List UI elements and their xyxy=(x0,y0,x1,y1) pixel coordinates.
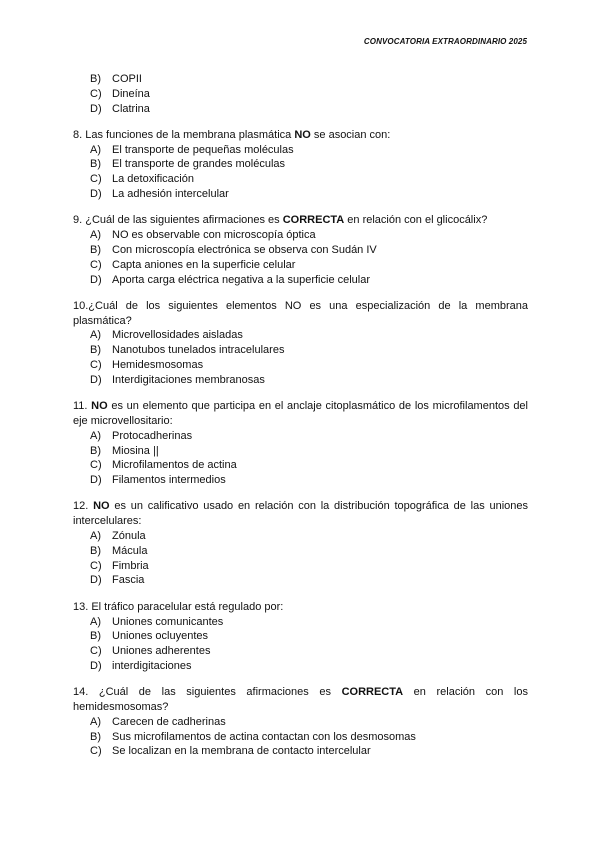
question-q8 xyxy=(73,128,528,202)
answer-option xyxy=(73,615,528,630)
stem-emphasis: CORRECTA xyxy=(341,686,404,699)
stem-text: es un calificativo usado en relación con la distribución topográfica de las uniones intercelulares: xyxy=(73,500,528,528)
option-letter: B) xyxy=(90,730,101,743)
option-text: Hemidesmosomas xyxy=(112,359,204,372)
answer-option xyxy=(73,328,528,343)
answer-option xyxy=(73,444,528,459)
option-list xyxy=(73,328,528,387)
question-stem xyxy=(73,399,528,429)
option-list xyxy=(73,529,528,588)
option-letter: C) xyxy=(90,745,102,758)
option-letter: B) xyxy=(90,544,101,557)
option-letter: B) xyxy=(90,444,101,457)
option-list xyxy=(73,715,528,759)
option-text: Con microscopía electrónica se observa con Sudán IV xyxy=(112,243,377,256)
stem-emphasis: NO xyxy=(294,128,311,141)
option-text: Nanotubos tunelados intracelulares xyxy=(112,344,285,357)
answer-option xyxy=(73,373,528,388)
option-letter: D) xyxy=(90,574,102,587)
option-letter: B) xyxy=(90,158,101,171)
option-list xyxy=(73,228,528,287)
option-text: Filamentos intermedios xyxy=(112,474,226,487)
option-letter: C) xyxy=(90,459,102,472)
exam-content xyxy=(73,72,528,771)
option-letter: B) xyxy=(90,243,101,256)
option-letter: A) xyxy=(90,229,101,242)
answer-option xyxy=(73,143,528,158)
option-letter: B) xyxy=(90,73,101,85)
question-q7-continued xyxy=(73,72,528,116)
answer-option xyxy=(73,243,528,258)
answer-option xyxy=(73,573,528,588)
option-text: Carecen de cadherinas xyxy=(112,715,226,728)
answer-option xyxy=(73,544,528,559)
option-text: Mácula xyxy=(112,544,148,557)
option-text: interdigitaciones xyxy=(112,659,192,672)
stem-emphasis: NO xyxy=(91,400,108,413)
option-text: Aporta carga eléctrica negativa a la superficie celular xyxy=(112,273,371,286)
answer-option xyxy=(73,429,528,444)
option-text: Uniones adherentes xyxy=(112,645,211,658)
answer-option xyxy=(73,629,528,644)
option-letter: C) xyxy=(90,559,102,572)
answer-option xyxy=(73,559,528,574)
option-letter: D) xyxy=(90,474,102,487)
option-text: Zónula xyxy=(112,530,146,543)
answer-option xyxy=(73,730,528,745)
option-text: Se localizan en la membrana de contacto intercelular xyxy=(112,745,371,758)
option-letter: A) xyxy=(90,530,101,543)
stem-emphasis: NO xyxy=(93,500,110,513)
option-text: NO es observable con microscopía óptica xyxy=(112,229,316,242)
answer-option xyxy=(73,102,528,117)
answer-option xyxy=(73,72,528,87)
question-stem xyxy=(73,600,528,615)
option-text: Miosina || xyxy=(112,444,159,457)
answer-option xyxy=(73,744,528,759)
answer-option xyxy=(73,458,528,473)
option-text: El transporte de grandes moléculas xyxy=(112,158,286,171)
stem-text: es un elemento que participa en el anclaje citoplasmático de los microfilamentos del eje microvellositario: xyxy=(73,400,528,427)
option-text: Interdigitaciones membranosas xyxy=(112,373,265,386)
option-text: Microfilamentos de actina xyxy=(112,459,237,472)
answer-option xyxy=(73,273,528,288)
option-letter: C) xyxy=(90,359,102,372)
option-letter: C) xyxy=(90,258,102,271)
option-letter: B) xyxy=(90,630,101,643)
option-letter: A) xyxy=(90,715,101,728)
option-list xyxy=(73,72,528,116)
option-letter: D) xyxy=(90,188,102,201)
option-list xyxy=(73,143,528,202)
answer-option xyxy=(73,343,528,358)
option-text: La detoxificación xyxy=(112,173,194,186)
stem-text: 8. Las funciones de la membrana plasmática xyxy=(73,128,295,141)
option-letter: B) xyxy=(90,344,101,357)
answer-option xyxy=(73,157,528,172)
stem-text: 11. xyxy=(73,400,92,413)
option-text: Protocadherinas xyxy=(112,429,193,442)
option-letter: C) xyxy=(90,173,102,186)
option-letter: C) xyxy=(90,645,102,658)
option-letter: A) xyxy=(90,143,101,156)
question-q13 xyxy=(73,600,528,674)
option-text: El transporte de pequeñas moléculas xyxy=(112,143,294,156)
question-q10 xyxy=(73,299,528,388)
answer-option xyxy=(73,258,528,273)
option-letter: A) xyxy=(90,329,101,342)
option-text: Clatrina xyxy=(112,102,150,115)
stem-text: 10.¿Cuál de los siguientes elementos NO es una especialización de la membrana plasmática? xyxy=(73,299,528,327)
stem-text: 14. ¿Cuál de las siguientes afirmaciones es xyxy=(73,686,342,699)
option-text: Sus microfilamentos de actina contactan con los desmosomas xyxy=(112,730,416,743)
stem-text: en relación con el glicocálix? xyxy=(344,214,488,227)
stem-text: 12. xyxy=(73,500,94,513)
answer-option xyxy=(73,87,528,102)
stem-text: 13. El tráfico paracelular está regulado por: xyxy=(73,600,284,613)
option-letter: A) xyxy=(90,429,101,442)
option-letter: D) xyxy=(90,102,102,115)
answer-option xyxy=(73,473,528,488)
answer-option xyxy=(73,529,528,544)
question-q14 xyxy=(73,685,528,759)
option-text: La adhesión intercelular xyxy=(112,188,229,201)
question-q12 xyxy=(73,499,528,588)
option-letter: A) xyxy=(90,615,101,628)
answer-option xyxy=(73,228,528,243)
answer-option xyxy=(73,358,528,373)
option-text: Capta aniones en la superficie celular xyxy=(112,258,296,271)
option-letter: C) xyxy=(90,87,102,100)
question-stem xyxy=(73,128,528,143)
answer-option xyxy=(73,172,528,187)
option-text: Fimbria xyxy=(112,559,149,572)
question-q11 xyxy=(73,399,528,488)
option-text: Uniones comunicantes xyxy=(112,615,224,628)
question-stem xyxy=(73,299,528,329)
question-stem xyxy=(73,685,528,715)
answer-option xyxy=(73,659,528,674)
question-list xyxy=(73,72,528,759)
option-list xyxy=(73,429,528,488)
option-text: Dineína xyxy=(112,87,150,100)
stem-text: en relación con los hemidesmosomas? xyxy=(73,686,528,713)
stem-emphasis: CORRECTA xyxy=(282,214,345,227)
option-text: Microvellosidades aisladas xyxy=(112,329,243,342)
option-letter: D) xyxy=(90,273,102,286)
question-stem xyxy=(73,213,528,228)
option-letter: D) xyxy=(90,659,102,672)
question-stem xyxy=(73,499,528,529)
stem-text: se asocian con: xyxy=(310,128,391,141)
page-header: CONVOCATORIA EXTRAORDINARIO 2025 xyxy=(363,37,527,46)
option-list xyxy=(73,615,528,674)
option-letter: D) xyxy=(90,373,102,386)
question-q9 xyxy=(73,213,528,287)
answer-option xyxy=(73,715,528,730)
stem-text: 9. ¿Cuál de las siguientes afirmaciones es xyxy=(73,214,283,227)
option-text: Fascia xyxy=(112,574,145,587)
option-text: Uniones ocluyentes xyxy=(112,630,209,643)
answer-option xyxy=(73,644,528,659)
option-text: COPII xyxy=(112,73,142,85)
answer-option xyxy=(73,187,528,202)
